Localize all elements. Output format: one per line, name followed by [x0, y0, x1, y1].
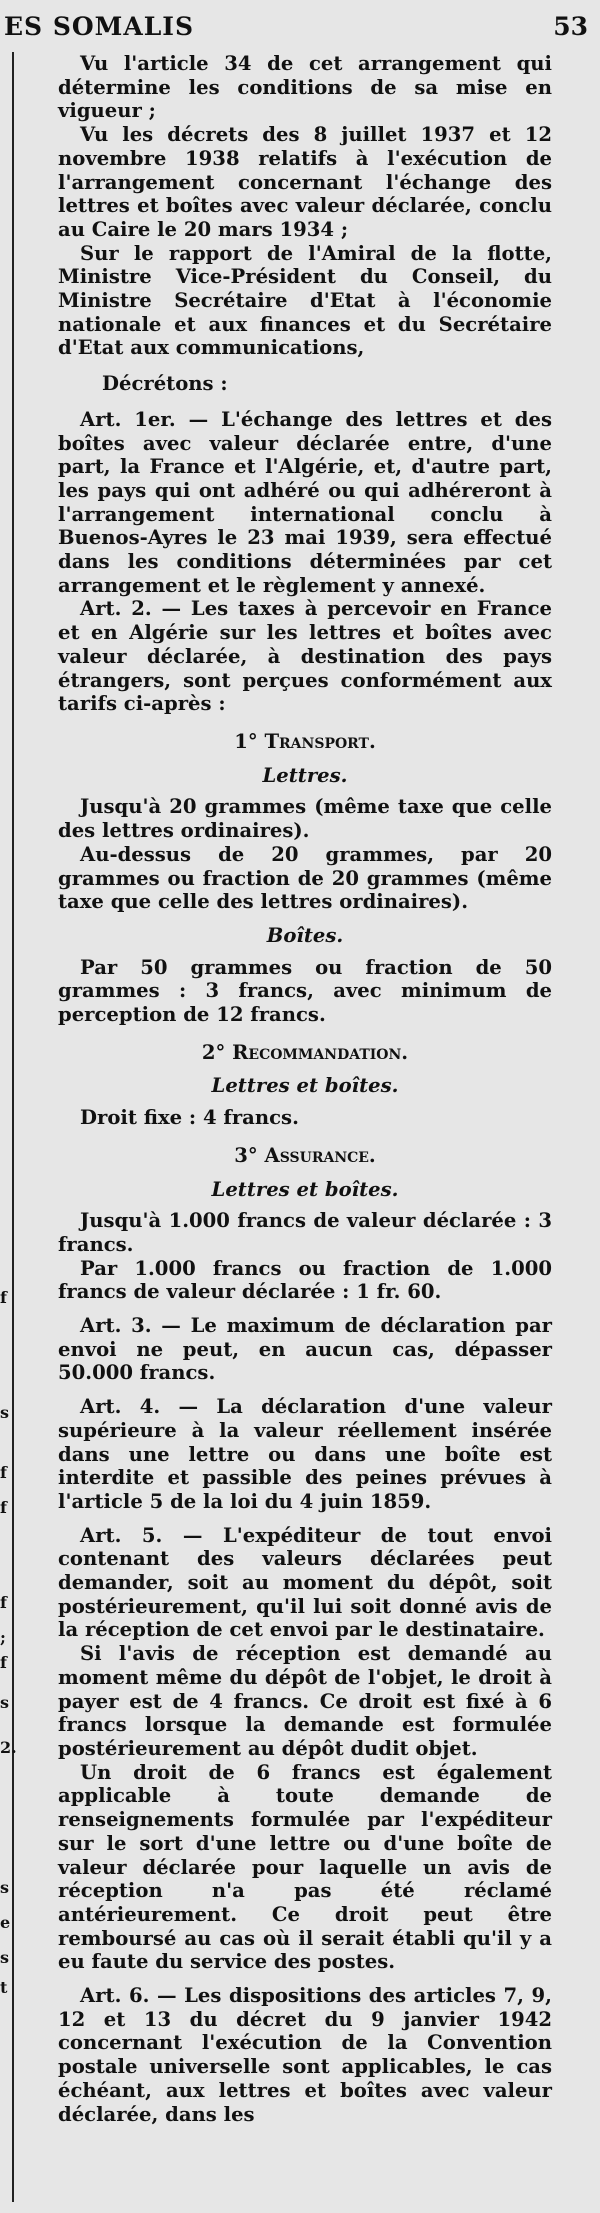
gutter-mark: s [0, 1693, 10, 1712]
page-header [0, 6, 600, 46]
paragraph: Un droit de 6 francs est également applicable à toute demande de renseignements formulée par l'expéditeur sur le sort d'une lettre ou d'une boîte de valeur déclarée pour laquelle un avis de réception n'a pas été réclamé antérieurement. Ce droit peut être remboursé au cas où il serait établi qu'il y a eu faute du service des postes. [58, 1760, 552, 1974]
paragraph: Droit fixe : 4 francs. [80, 1106, 299, 1130]
article-1: Art. 1er. — L'échange des lettres et des boîtes avec valeur déclarée entre, d'une part, la France et l'Algérie, et, d'autre part, les pays qui ont adhéré ou qui adhéreront à l'arrangement international conclu à Buenos-Ayres le 23 mai 1939, sera effectué dans les conditions déterminées par cet arrangement et le règlement y annexé. [58, 407, 552, 597]
paragraph: Au-dessus de 20 grammes, par 20 grammes ou fraction de 20 grammes (même taxe que celle des lettres ordinaires). [58, 842, 552, 914]
section-heading-transport [58, 730, 552, 754]
subheading-lettres: Lettres. [262, 763, 348, 787]
paragraph: Par 50 grammes ou fraction de 50 grammes : 3 francs, avec minimum de perception de 12 francs. [58, 955, 552, 1027]
gutter-mark: f [0, 1463, 7, 1482]
margin-rule [12, 52, 14, 2202]
section-title: Recommandation. [232, 1040, 409, 1064]
paragraph: Si l'avis de réception est demandé au moment même du dépôt de l'objet, le droit à payer est de 4 francs. Ce droit est fixé à 6 francs lorsque la demande est formulée postérieurement au dépôt dudit objet. [58, 1642, 552, 1760]
paragraph: Vu l'article 34 de cet arrangement qui détermine les conditions de sa mise en vigueur ; [58, 52, 552, 123]
gutter-mark: e [0, 1913, 11, 1932]
gutter-mark: s [0, 1403, 10, 1422]
gutter-mark: f [0, 1593, 7, 1612]
gutter-mark: f [0, 1653, 7, 1672]
section-heading-assurance [58, 1144, 552, 1168]
section-number: 2° [201, 1040, 226, 1064]
subheading-boites: Boîtes. [266, 923, 344, 947]
article-5: Art. 5. — L'expéditeur de tout envoi contenant des valeurs déclarées peut demander, soit au moment du dépôt, soit postérieurement, qu'il lui soit donné avis de la réception de cet envoi par le destinataire. [58, 1523, 552, 1642]
article-6: Art. 6. — Les dispositions des articles 7, 9, 12 et 13 du décret du 9 janvier 1942 concernant l'exécution de la Convention postale universelle sont applicables, le cas échéant, aux lettres et boîtes avec valeur déclarée, dans les [58, 1984, 552, 2126]
paragraph: Par 1.000 francs ou fraction de 1.000 francs de valeur déclarée : 1 fr. 60. [58, 1256, 552, 1304]
article-2: Art. 2. — Les taxes à percevoir en France et en Algérie sur les lettres et boîtes avec valeur déclarée, à destination des pays étrangers, sont perçues conformément aux tarifs ci-après : [58, 597, 552, 716]
gutter-mark: s [0, 1878, 10, 1897]
subheading-lettres-boites: Lettres et boîtes. [211, 1074, 399, 1098]
paragraph: Sur le rapport de l'Amiral de la flotte, Ministre Vice-Président du Conseil, du Ministre Secrétaire d'Etat à l'économie nationale et aux finances et du Secrétaire d'Etat aux communications, [58, 241, 552, 360]
gutter-mark: 2. [0, 1738, 17, 1757]
gutter-mark: t [0, 1978, 8, 1997]
paragraph: Vu les décrets des 8 juillet 1937 et 12 novembre 1938 relatifs à l'exécution de l'arrangement concernant l'échange des lettres et boîtes avec valeur déclarée, conclu au Caire le 20 mars 1934 ; [58, 123, 552, 241]
section-number: 3° [234, 1143, 258, 1167]
paragraph: Jusqu'à 1.000 francs de valeur déclarée : 3 francs. [58, 1209, 552, 1256]
gutter-mark: ; [0, 1628, 6, 1647]
article-3: Art. 3. — Le maximum de déclaration par envoi ne peut, en aucun cas, dépasser 50.000 francs. [58, 1314, 552, 1385]
gutter-mark: f [0, 1288, 7, 1307]
subheading-lettres-boites: Lettres et boîtes. [211, 1177, 399, 1201]
section-heading-recommandation [58, 1041, 552, 1065]
page-number: 53 [553, 12, 588, 41]
section-number: 1° [234, 729, 258, 753]
decretons-heading: Décrétons : [102, 372, 228, 396]
running-title: ES SOMALIS [4, 12, 195, 41]
article-4: Art. 4. — La déclaration d'une valeur supérieure à la valeur réellement insérée dans une lettre ou dans une boîte est interdite et passible des peines prévues à l'article 5 de la loi du 4 juin 1859. [58, 1395, 552, 1513]
paragraph: Jusqu'à 20 grammes (même taxe que celle des lettres ordinaires). [58, 795, 552, 843]
text-column [58, 52, 552, 2126]
section-title: Assurance. [264, 1143, 376, 1167]
section-title: Transport. [264, 729, 376, 753]
gutter-mark: s [0, 1948, 10, 1967]
gutter-mark: f [0, 1498, 7, 1517]
